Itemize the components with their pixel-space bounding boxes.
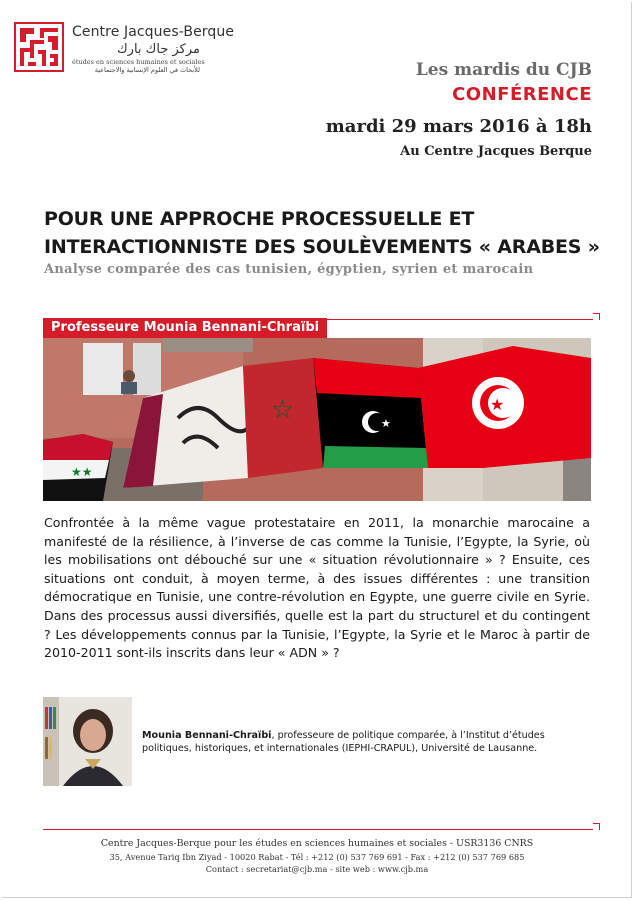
bottom-divider-hook-icon <box>593 823 600 830</box>
cjb-logo-icon <box>14 22 64 72</box>
talk-title <box>44 205 604 261</box>
talk-title-line1: POUR UNE APPROCHE PROCESSUELLE ET <box>44 208 475 230</box>
bottom-divider <box>43 829 593 830</box>
speaker-name: Mounia Bennani-Chraïbi <box>142 730 272 741</box>
flags-photo <box>43 338 591 501</box>
talk-abstract: Confrontée à la même vague protestataire en 2011, la monarchie marocaine a manifesté de la résilience, à l’inverse de cas comme la Tunisie, l’Egypte, la Syrie, où les mobilisations ont débouché sur une « situation révolutionnaire » ? Ensuite, ces situations ont conduit, à moyen terme, à des issues différentes : une transition démocratique en Tunisie, une contre-révolution en Egypte, une guerre civile en Syrie. Dans des processus aussi diversifiés, quelle est la part du structurel et du contingent ? Les développements connus par la Tunisie, l’Egypte, la Syrie et le Maroc à partir de 2010-2011 sont-ils inscrits dans leur « ADN » ? <box>44 515 590 661</box>
org-subtitle: études en sciences humaines et sociales <box>72 58 205 66</box>
footer-contact: Contact : secretariat@cjb.ma - site web : www.cjb.ma <box>205 864 429 874</box>
speaker-bio-text: , professeure de politique comparée, à l’Institut d’études politiques, historiques, et internationales (IEPHI-CRAPUL), Université de Lausanne. <box>142 730 545 754</box>
speaker-portrait <box>43 697 132 786</box>
event-kind: CONFÉRENCE <box>452 84 592 105</box>
svg-text:☆: ☆ <box>271 395 295 425</box>
event-date: mardi 29 mars 2016 à 18h <box>325 116 592 137</box>
event-venue: Au Centre Jacques Berque <box>400 144 592 159</box>
speaker-bio <box>142 729 592 755</box>
divider-hook-icon <box>593 313 600 320</box>
org-name: Centre Jacques-Berque <box>72 24 235 40</box>
svg-text:★: ★ <box>381 417 391 430</box>
event-series: Les mardis du CJB <box>415 60 592 80</box>
footer-institution: Centre Jacques-Berque pour les études en sciences humaines et sociales - USR3136 CNRS <box>100 838 534 849</box>
svg-text:★: ★ <box>490 395 505 414</box>
talk-title-line2: INTERACTIONNISTE DES SOULÈVEMENTS « ARABES » <box>44 236 600 258</box>
org-subtitle-arabic: للأبحاث في العلوم الإنسانية والاجتماعية <box>94 66 200 74</box>
talk-subtitle: Analyse comparée des cas tunisien, égyptien, syrien et marocain <box>44 262 534 277</box>
footer-address: 35, Avenue Tariq Ibn Ziyad - 10020 Rabat - Tél : +212 (0) 537 769 691 - Fax : +212 (0) 537 769 685 <box>109 852 525 862</box>
svg-text:★★: ★★ <box>71 465 93 479</box>
org-name-arabic: مركز جاك بارك <box>116 42 200 57</box>
speaker-banner: Professeure Mounia Bennani-Chraïbi <box>43 318 327 338</box>
